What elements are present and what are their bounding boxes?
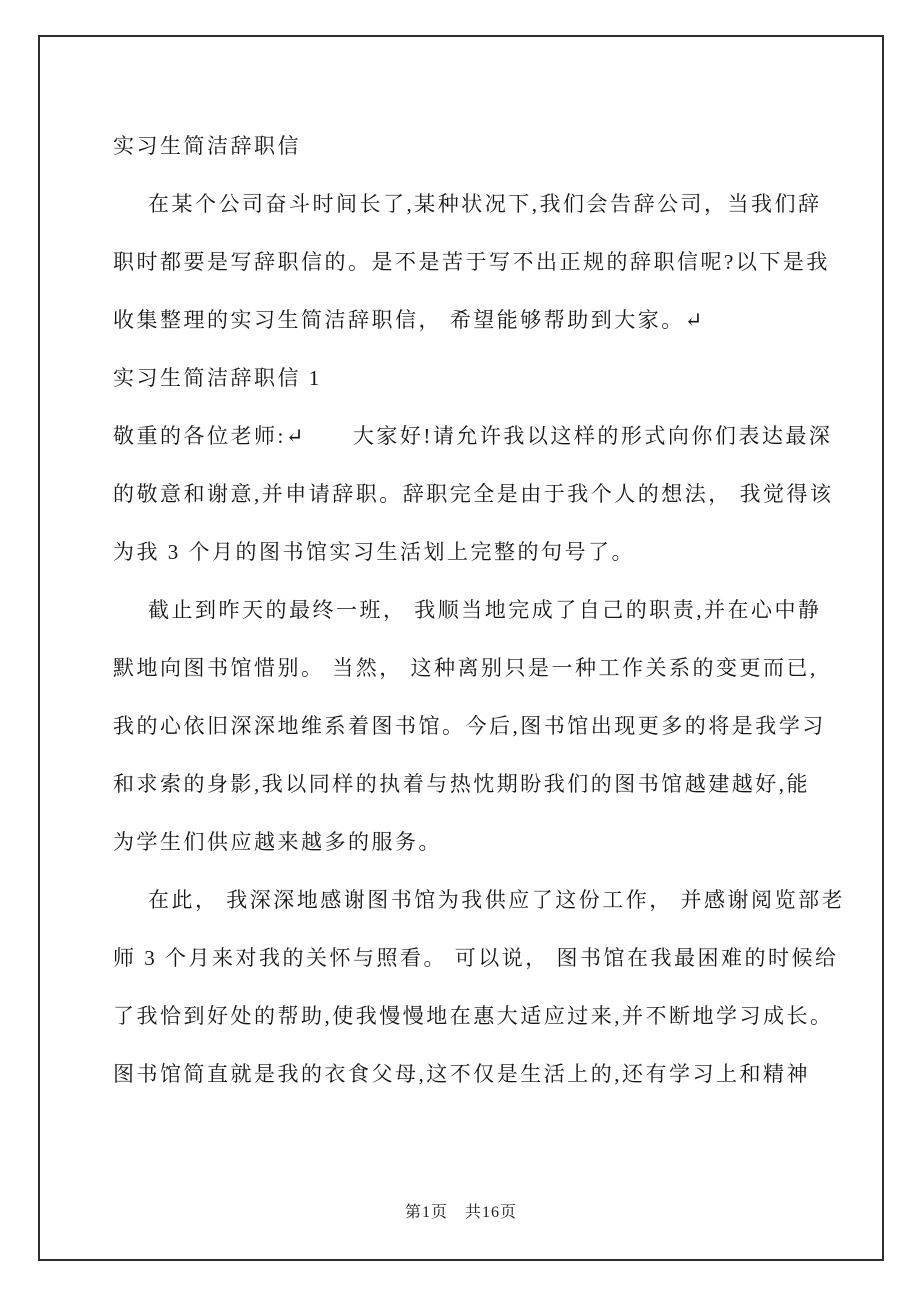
document-title: 实习生简洁辞职信 <box>113 134 301 158</box>
document-body <box>113 117 873 1103</box>
paragraph-body-1: 截止到昨天的最终一班， 我顺当地完成了自己的职责,并在心中静 默地向图书馆惜别。 当然， 这种离别只是一种工作关系的变更而已, 我的心依旧深深地维系着图书馆。今后,图书馆出现更多的将是我学习 和求索的身影,我以同样的执着与热忱期盼我们的图书馆越建越好,能 为学生们供应越来越多的服务。 <box>113 598 826 854</box>
section-heading: 实习生简洁辞职信 1 <box>113 366 322 390</box>
page-number-footer: 第1页 共16页 <box>404 1204 517 1221</box>
paragraph-salutation-and-opening: 敬重的各位老师:↵ 大家好!请允许我以这样的形式向你们表达最深 的敬意和谢意,并申请辞职。辞职完全是由于我个人的想法， 我觉得该 为我 3 个月的图书馆实习生活划上完整的句号了。 <box>113 424 834 564</box>
paragraph-body-2: 在此， 我深深地感谢图书馆为我供应了这份工作， 并感谢阅览部老 师 3 个月来对我的关怀与照看。 可以说， 图书馆在我最困难的时候给 了我恰到好处的帮助,使我慢慢地在惠大适应过来,并不断地学习成长。 图书馆简直就是我的衣食父母,这不仅是生活上的,还有学习上和精神 <box>113 888 845 1086</box>
paragraph-intro: 在某个公司奋斗时间长了,某种状况下,我们会告辞公司，当我们辞 职时都要是写辞职信的。是不是苦于写不出正规的辞职信呢?以下是我 收集整理的实习生简洁辞职信， 希望能够帮助到大家。↵ <box>113 192 830 332</box>
